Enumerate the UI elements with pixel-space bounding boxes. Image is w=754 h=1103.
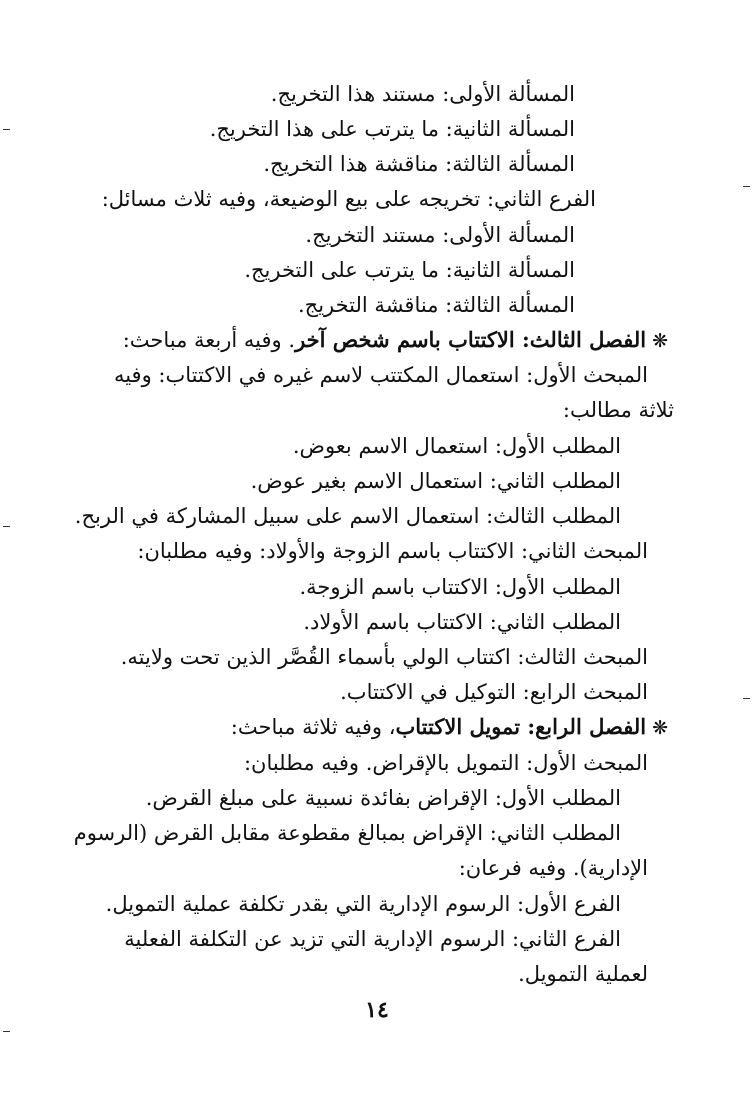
toc-line: ثلاثة مطالب: <box>562 398 674 422</box>
page-number: ١٤ <box>365 997 389 1023</box>
toc-line: المطلب الثاني: استعمال الاسم بغير عوض. <box>250 469 621 493</box>
toc-line: المبحث الثاني: الاكتتاب باسم الزوجة والأولاد: وفيه مطلبان: <box>137 539 648 563</box>
asterisk-icon: ❋ <box>652 717 668 739</box>
toc-line: المسألة الثالثة: مناقشة التخريج. <box>297 293 575 317</box>
toc-line: الفرع الثاني: الرسوم الإدارية التي تزيد عن التكلفة الفعلية <box>124 927 621 951</box>
chapter-title: الفصل الثالث: الاكتتاب باسم شخص آخر <box>295 327 647 352</box>
edge-mark <box>3 1031 10 1032</box>
chapter-heading <box>231 710 668 744</box>
toc-line: المسألة الثانية: ما يترتب على التخريج. <box>244 258 575 282</box>
toc-line: المطلب الأول: استعمال الاسم بعوض. <box>292 434 621 458</box>
toc-line: المطلب الأول: الاكتتاب باسم الزوجة. <box>299 575 621 599</box>
chapter-title-rest: . وفيه أربعة مباحث: <box>122 328 296 352</box>
toc-line: المبحث الثالث: اكتتاب الولي بأسماء القُصَّر الذين تحت ولايته. <box>120 645 648 669</box>
edge-mark <box>3 526 10 527</box>
edge-mark <box>3 129 10 130</box>
toc-line: المبحث الرابع: التوكيل في الاكتتاب. <box>340 680 648 704</box>
toc-line: المبحث الأول: التمويل بالإقراض. وفيه مطلبان: <box>243 751 648 775</box>
edge-mark <box>743 698 750 699</box>
edge-mark <box>743 186 750 187</box>
chapter-heading <box>123 323 668 357</box>
toc-line: المطلب الأول: الإقراض بفائدة نسبية على مبلغ القرض. <box>145 786 621 810</box>
toc-line: المبحث الأول: استعمال المكتتب لاسم غيره في الاكتتاب: وفيه <box>113 363 648 387</box>
toc-line: المسألة الأولى: مستند التخريج. <box>305 223 575 247</box>
toc-line: المسألة الثالثة: مناقشة هذا التخريج. <box>263 152 575 176</box>
toc-line: المسألة الأولى: مستند هذا التخريج. <box>270 82 575 106</box>
chapter-title-rest: ، وفيه ثلاثة مباحث: <box>230 715 396 739</box>
asterisk-icon: ❋ <box>652 330 668 352</box>
toc-line: الفرع الثاني: تخريجه على بيع الوضيعة، وفيه ثلاث مسائل: <box>101 187 596 211</box>
toc-line: المطلب الثاني: الإقراض بمبالغ مقطوعة مقابل القرض (الرسوم <box>73 821 621 845</box>
toc-line: الفرع الأول: الرسوم الإدارية التي بقدر تكلفة عملية التمويل. <box>105 892 621 916</box>
chapter-title: الفصل الرابع: تمويل الاكتتاب <box>395 714 647 739</box>
toc-line: الإدارية). وفيه فرعان: <box>458 856 648 880</box>
toc-line: المطلب الثالث: استعمال الاسم على سبيل المشاركة في الربح. <box>74 504 621 528</box>
toc-line: المسألة الثانية: ما يترتب على هذا التخريج. <box>209 117 575 141</box>
toc-line: المطلب الثاني: الاكتتاب باسم الأولاد. <box>303 610 621 634</box>
toc-line: لعملية التمويل. <box>518 962 648 986</box>
